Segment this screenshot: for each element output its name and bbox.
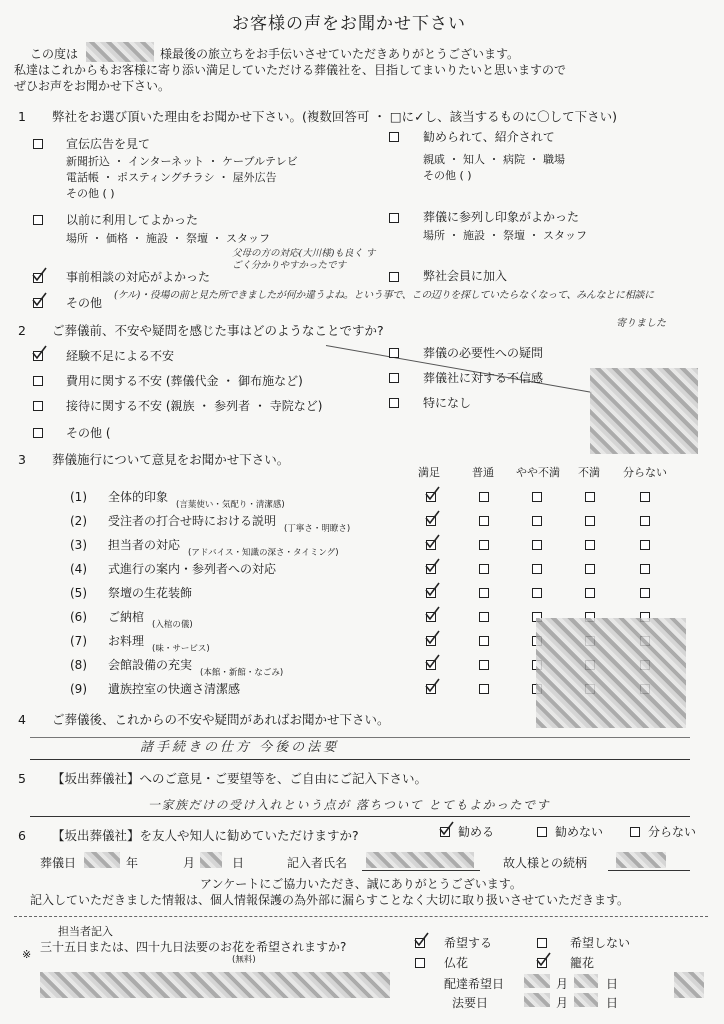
q3-rating-checkbox[interactable] <box>532 564 542 574</box>
q3-row-label: 会館設備の充実 <box>108 658 193 672</box>
q2-checkbox-other[interactable] <box>33 428 43 438</box>
funeral-date-day: 日 <box>232 856 245 870</box>
q3-rating-checkbox[interactable] <box>585 564 595 574</box>
q3-rating-checkbox[interactable] <box>479 612 489 622</box>
q1-checkbox-used-before[interactable] <box>33 215 43 225</box>
q3-rating-checkbox[interactable] <box>640 516 650 526</box>
check-mark-icon <box>424 605 440 621</box>
q3-row-label: 祭壇の生花装飾 <box>108 586 193 600</box>
q5-answer: 一家族だけの受け入れという点が 落ちついて とてもよかったです <box>148 798 551 812</box>
q3-rating-checkbox[interactable] <box>479 540 489 550</box>
q4-number: 4 <box>18 712 26 727</box>
redacted-staff-notes <box>40 972 390 998</box>
staff-kagobana-label: 籠花 <box>570 956 595 970</box>
q3-row-label: ご納棺 <box>108 610 145 624</box>
q1-member-label: 弊社会員に加入 <box>423 269 508 283</box>
q3-col-unknown: 分らない <box>623 466 667 479</box>
q1-other-label: その他 <box>66 296 103 310</box>
redacted-writer <box>366 852 474 868</box>
relation-line <box>608 870 690 871</box>
q3-rating-checkbox[interactable] <box>585 540 595 550</box>
q1-ad-sub3: その他 ( ) <box>66 187 115 200</box>
q2-text: ご葬儀前、不安や疑問を感じた事はどのようなことですか? <box>52 323 384 338</box>
check-mark-icon <box>31 266 47 282</box>
check-mark-icon <box>31 344 47 360</box>
q1-ad-label: 宣伝広告を見て <box>66 137 151 151</box>
q3-row-label: 遺族控室の快適さ清潔感 <box>108 682 241 696</box>
q1-other-handwriting: (ケル)・役場の前と見た所できましたが何か違うよね。という事で、この辺りを探していたらなくなって、みんなとに相談に <box>114 290 654 301</box>
q3-row-number: (8) <box>70 658 87 672</box>
q3-row-note: (アドバイス・知識の深さ・タイミング) <box>188 548 339 558</box>
redacted-delivery-day <box>574 974 598 988</box>
check-mark-icon <box>413 931 429 947</box>
q3-rating-checkbox[interactable] <box>640 588 650 598</box>
q3-row-note-holder <box>194 660 283 679</box>
thanks-line2: 記入していただきました情報は、個人情報保護の為外部に漏らすことなく大切に取り扱いさせていただきます。 <box>30 893 630 907</box>
intro-line2: 私達はこれからもお客様に寄り添い満足していただける葬儀社を、目指してまいりたいと思いますので <box>14 63 567 77</box>
q3-rating-checkbox[interactable] <box>532 492 542 502</box>
q3-row-number: (7) <box>70 634 87 648</box>
staff-not-want-label: 希望しない <box>570 936 631 950</box>
q1-recommended-label: 勧められて、紹介されて <box>423 130 555 144</box>
q5-text: 【坂出葬儀社】へのご意見・ご要望等を、ご自由にご記入下さい。 <box>52 771 428 786</box>
q3-row-number: (4) <box>70 562 87 576</box>
q1-used-before-label: 以前に利用してよかった <box>66 213 199 227</box>
q3-row-note-holder <box>182 540 339 559</box>
q4-answer-line-top <box>30 737 690 738</box>
q1-recommended-sub1: 親戚 ・ 知人 ・ 病院 ・ 職場 <box>423 153 565 166</box>
staff-free-note: (無料) <box>232 955 256 965</box>
q2-experience-label: 経験不足による不安 <box>66 349 175 363</box>
intro-suffix: 様最後の旅立ちをお手伝いさせていただきありがとうございます。 <box>160 47 520 61</box>
check-mark-icon <box>424 509 440 525</box>
q3-row-number: (9) <box>70 682 87 696</box>
intro-prefix: この度は <box>30 47 79 61</box>
check-mark-icon <box>438 820 454 836</box>
q3-rating-checkbox[interactable] <box>479 660 489 670</box>
q3-row-note-holder <box>146 612 193 631</box>
q4-answer-line <box>30 759 690 760</box>
redacted-staff-stamp <box>674 972 704 998</box>
q6-not-recommend-label: 勧めない <box>555 825 604 839</box>
q3-row-label: 全体的印象 <box>108 490 169 504</box>
redacted-year <box>84 852 120 868</box>
q3-rating-checkbox[interactable] <box>532 516 542 526</box>
intro-line3: ぜひお声をお聞かせ下さい。 <box>14 79 171 93</box>
funeral-date-label: 葬儀日 <box>40 856 77 870</box>
q3-row-number: (5) <box>70 586 87 600</box>
q6-text: 【坂出葬儀社】を友人や知人に勧めていただけますか? <box>52 828 359 843</box>
q3-col-dissatisfied: 不満 <box>578 466 600 479</box>
q2-checkbox-cost[interactable] <box>33 376 43 386</box>
check-mark-icon <box>424 653 440 669</box>
redacted-handwriting <box>590 368 698 454</box>
staff-label: 担当者記入 <box>58 925 113 938</box>
q1-text: 弊社をお選び頂いた理由をお聞かせ下さい。(複数回答可 ・ □に✓し、該当するものに〇して下さい) <box>52 109 617 124</box>
q3-row-label: 式進行の案内・参列者への対応 <box>108 562 277 576</box>
q6-number: 6 <box>18 828 26 843</box>
q3-rating-checkbox[interactable] <box>479 684 489 694</box>
q2-checkbox-reception[interactable] <box>33 401 43 411</box>
staff-checkbox-butsuka[interactable] <box>415 958 425 968</box>
q2-necessity-label: 葬儀の必要性への疑問 <box>423 346 544 360</box>
staff-question: 三十五日または、四十九日法要のお花を希望されますか? <box>40 940 347 954</box>
staff-memorial-label: 法要日 <box>452 996 489 1010</box>
funeral-date-year: 年 <box>126 856 139 870</box>
q3-row-note: (言葉使い・気配り・清潔感) <box>176 500 285 510</box>
redacted-relation <box>616 852 666 868</box>
check-mark-icon <box>424 629 440 645</box>
q3-row-number: (6) <box>70 610 87 624</box>
q1-other-handwriting-2: 寄りました <box>616 318 666 329</box>
page-title: お客様の声をお聞かせ下さい <box>232 14 466 34</box>
funeral-date-month: 月 <box>183 856 196 870</box>
q3-row-note: (入棺の儀) <box>152 620 193 630</box>
staff-memorial-month: 月 <box>556 996 569 1010</box>
q5-answer-line <box>30 816 690 817</box>
check-mark-icon <box>424 677 440 693</box>
q2-none-label: 特になし <box>423 396 472 410</box>
q3-rating-checkbox[interactable] <box>479 516 489 526</box>
q3-row-number: (1) <box>70 490 87 504</box>
q5-number: 5 <box>18 771 26 786</box>
q3-rating-checkbox[interactable] <box>640 540 650 550</box>
q3-number: 3 <box>18 452 26 467</box>
check-mark-icon <box>424 557 440 573</box>
q3-rating-checkbox[interactable] <box>585 492 595 502</box>
q2-checkbox-distrust[interactable] <box>389 373 399 383</box>
writer-name-line <box>362 870 480 871</box>
thanks-line1: アンケートにご協力いただき、誠にありがとうございます。 <box>200 877 522 891</box>
staff-butsuka-label: 仏花 <box>444 956 469 970</box>
q1-checkbox-recommended[interactable] <box>389 132 399 142</box>
q3-row-note: (味・サービス) <box>152 644 210 654</box>
q1-ad-sub1: 新聞折込 ・ インターネット ・ ケーブルテレビ <box>66 155 298 168</box>
staff-delivery-month: 月 <box>556 977 569 991</box>
q6-unknown-label: 分らない <box>648 825 697 839</box>
q3-row-note-holder <box>146 636 210 655</box>
q3-row-note-holder <box>278 516 350 535</box>
q2-reception-label: 接待に関する不安 (親族 ・ 参列者 ・ 寺院など) <box>66 399 323 413</box>
q3-rating-checkbox[interactable] <box>479 492 489 502</box>
q3-rating-checkbox[interactable] <box>585 588 595 598</box>
q1-attended-sub: 場所 ・ 施設 ・ 祭壇 ・ スタッフ <box>423 229 587 242</box>
check-mark-icon <box>424 485 440 501</box>
q1-recommended-sub2: その他 ( ) <box>423 169 472 182</box>
q3-row-note: (丁寧さ・明瞭さ) <box>284 524 351 534</box>
q3-col-normal: 普通 <box>472 466 494 479</box>
redacted-memorial-day <box>574 993 598 1007</box>
q1-checkbox-member[interactable] <box>389 272 399 282</box>
q1-used-before-sub: 場所 ・ 価格 ・ 施設 ・ 祭壇 ・ スタッフ <box>66 232 270 245</box>
q3-rating-checkbox[interactable] <box>479 636 489 646</box>
q3-rating-checkbox[interactable] <box>640 564 650 574</box>
staff-memorial-day: 日 <box>606 996 619 1010</box>
check-mark-icon <box>424 581 440 597</box>
q3-rating-checkbox[interactable] <box>640 492 650 502</box>
staff-checkbox-not-want[interactable] <box>537 938 547 948</box>
redacted-name <box>86 42 154 62</box>
q3-row-label: 受注者の打合せ時における説明 <box>108 514 277 528</box>
staff-mark: ※ <box>22 948 32 961</box>
q1-consult-label: 事前相談の対応がよかった <box>66 270 211 284</box>
q3-text: 葬儀施行について意見をお聞かせ下さい。 <box>52 452 290 467</box>
q1-number: 1 <box>18 109 26 124</box>
redacted-handwriting <box>536 618 686 728</box>
redacted-memorial-month <box>524 993 550 1007</box>
q1-consult-handwriting: 父母の方の対応(大川様)も良く すごく分かりやすかったです <box>232 248 376 271</box>
q2-distrust-label: 葬儀社に対する不信感 <box>423 371 544 385</box>
check-mark-icon <box>31 291 47 307</box>
q3-rating-checkbox[interactable] <box>479 588 489 598</box>
staff-separator <box>14 916 708 917</box>
q2-checkbox-necessity[interactable] <box>389 348 399 358</box>
q3-col-satisfied: 満足 <box>418 466 440 479</box>
redacted-day <box>200 852 222 868</box>
staff-delivery-label: 配達希望日 <box>444 977 505 991</box>
q3-row-label: お料理 <box>108 634 145 648</box>
q2-checkbox-none[interactable] <box>389 398 399 408</box>
check-mark-icon <box>535 951 551 967</box>
q2-cost-label: 費用に関する不安 (葬儀代金 ・ 御布施など) <box>66 374 303 388</box>
q3-row-label: 担当者の対応 <box>108 538 181 552</box>
q1-checkbox-ad[interactable] <box>33 139 43 149</box>
q3-row-note-holder <box>170 492 285 511</box>
q3-rating-checkbox[interactable] <box>479 564 489 574</box>
check-mark-icon <box>424 533 440 549</box>
q1-attended-label: 葬儀に参列し印象がよかった <box>423 210 580 224</box>
relation-label: 故人様との続柄 <box>503 856 588 870</box>
q4-text: ご葬儀後、これからの不安や疑問があればお聞かせ下さい。 <box>52 712 390 727</box>
q6-recommend-label: 勧める <box>458 825 495 839</box>
q3-row-number: (3) <box>70 538 87 552</box>
q1-ad-sub2: 電話帳 ・ ポスティングチラシ ・ 屋外広告 <box>66 171 277 184</box>
q2-other-label: その他 ( <box>66 426 111 440</box>
q6-checkbox-unknown[interactable] <box>630 827 640 837</box>
q3-rating-checkbox[interactable] <box>585 516 595 526</box>
q3-row-number: (2) <box>70 514 87 528</box>
staff-want-label: 希望する <box>444 936 493 950</box>
q1-checkbox-attended[interactable] <box>389 213 399 223</box>
writer-name-label: 記入者氏名 <box>287 856 348 870</box>
redacted-delivery-month <box>524 974 550 988</box>
q4-answer: 諸手続きの仕方 今後の法要 <box>140 740 340 755</box>
q3-row-note: (本館・新館・なごみ) <box>200 668 284 678</box>
q3-col-somewhat-dissatisfied: やや不満 <box>516 466 560 479</box>
q6-checkbox-not-recommend[interactable] <box>537 827 547 837</box>
q2-number: 2 <box>18 323 26 338</box>
q3-rating-checkbox[interactable] <box>532 588 542 598</box>
staff-delivery-day: 日 <box>606 977 619 991</box>
q3-rating-checkbox[interactable] <box>532 540 542 550</box>
